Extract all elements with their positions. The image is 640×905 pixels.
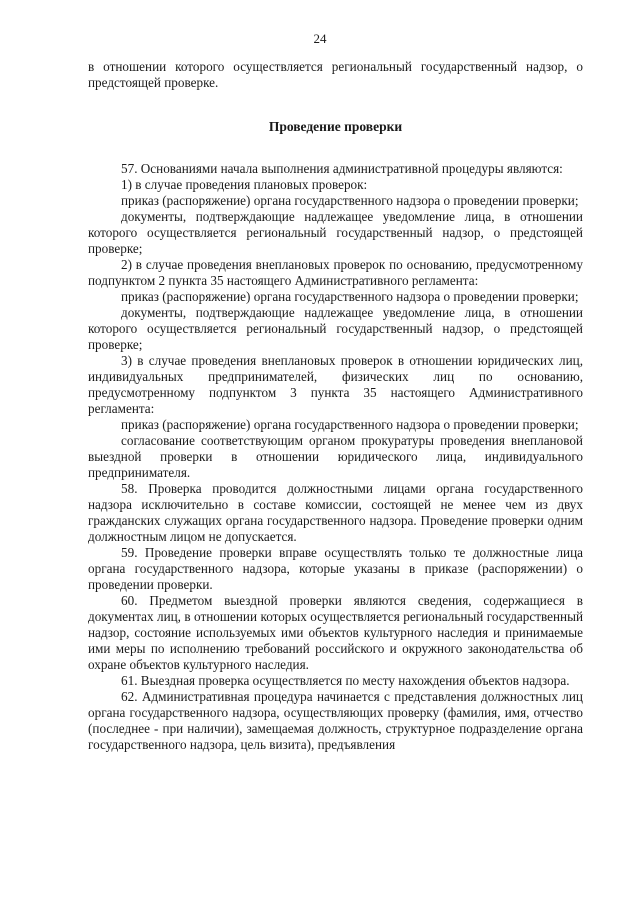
section-title: Проведение проверки — [268, 119, 403, 134]
paragraph: приказ (распоряжение) органа государственного надзора о проведении проверки; — [121, 289, 579, 304]
paragraph: приказ (распоряжение) органа государственного надзора о проведении проверки; — [121, 193, 579, 208]
document-body — [88, 59, 583, 753]
paragraph: документы, подтверждающие надлежащее уведомление лица, в отношении которого осуществляется региональный государственный надзор, о предстоящей проверке; — [88, 209, 583, 256]
paragraph: согласование соответствующим органом прокуратуры проведения внеплановой выездной проверки в отношении юридического лица, индивидуального предпринимателя. — [88, 433, 583, 480]
paragraph: 60. Предметом выездной проверки являются сведения, содержащиеся в документах лиц, в отношении которых осуществляется региональный государственный надзор, состояние используемых ими объектов культурного наследия и принимаемые ими меры по исполнению требований российского и окружного законодательства об охране объектов культурного наследия. — [88, 593, 583, 672]
paragraph: 57. Основаниями начала выполнения административной процедуры являются: — [121, 161, 563, 176]
paragraph: документы, подтверждающие надлежащее уведомление лица, в отношении которого осуществляется региональный государственный надзор, о предстоящей проверке; — [88, 305, 583, 352]
paragraph: 58. Проверка проводится должностными лицами органа государственного надзора исключительно в составе комиссии, состоящей не менее чем из двух гражданских служащих органа государственного надзора. Проведение проверки одним должностным лицом не допускается. — [88, 481, 583, 544]
paragraph: 59. Проведение проверки вправе осуществлять только те должностные лица органа государственного надзора, которые указаны в приказе (распоряжении) о проведении проверки. — [88, 545, 583, 592]
paragraph: 62. Административная процедура начинается с представления должностных лиц органа государственного надзора, осуществляющих проверку (фамилия, имя, отчество (последнее - при наличии), замещаемая должность, структурное подразделение органа государственного надзора, цель визита), предъявления — [88, 689, 583, 752]
intro-paragraph: в отношении которого осуществляется региональный государственный надзор, о предстоящей проверке. — [88, 59, 583, 90]
paragraph: приказ (распоряжение) органа государственного надзора о проведении проверки; — [121, 417, 579, 432]
page-number: 24 — [313, 31, 327, 46]
paragraph: 2) в случае проведения внеплановых проверок по основанию, предусмотренному подпунктом 2 пункта 35 настоящего Административного регламента: — [88, 257, 583, 288]
paragraph: 61. Выездная проверка осуществляется по месту нахождения объектов надзора. — [121, 673, 570, 688]
paragraph: 3) в случае проведения внеплановых проверок в отношении юридических лиц, индивидуальных предпринимателей, физических лиц по основанию, предусмотренному подпунктом 3 пункта 35 настоящего Административного регламента: — [88, 353, 583, 416]
paragraph: 1) в случае проведения плановых проверок: — [121, 177, 368, 192]
